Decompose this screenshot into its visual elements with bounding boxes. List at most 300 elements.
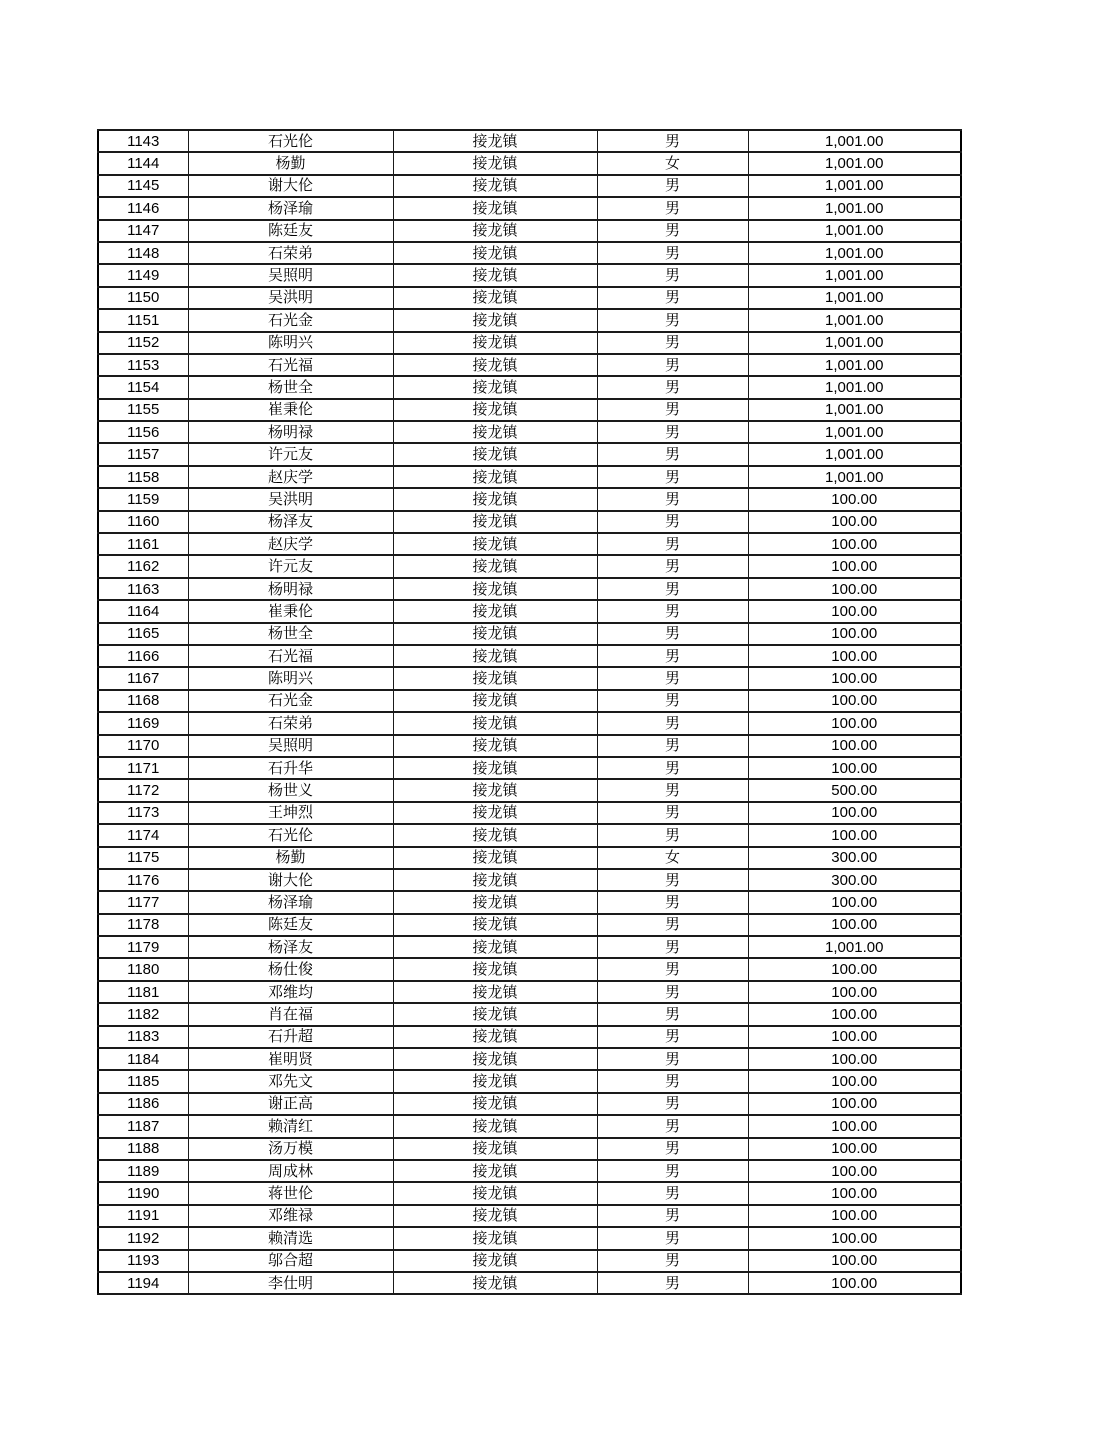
serial-cell: 1171 <box>98 757 188 779</box>
serial-cell: 1179 <box>98 936 188 958</box>
amount-cell: 100.00 <box>748 1115 961 1137</box>
table-row <box>98 1070 961 1092</box>
name-cell: 吴洪明 <box>188 287 393 309</box>
town-cell: 接龙镇 <box>393 802 597 824</box>
table-row <box>98 264 961 286</box>
amount-cell: 100.00 <box>748 958 961 980</box>
town-cell: 接龙镇 <box>393 1182 597 1204</box>
serial-cell: 1166 <box>98 645 188 667</box>
table-row <box>98 175 961 197</box>
serial-cell: 1151 <box>98 309 188 331</box>
gender-cell: 男 <box>597 242 748 264</box>
amount-cell: 100.00 <box>748 488 961 510</box>
amount-cell: 100.00 <box>748 1227 961 1249</box>
town-cell: 接龙镇 <box>393 175 597 197</box>
amount-cell: 100.00 <box>748 511 961 533</box>
name-cell: 石光福 <box>188 354 393 376</box>
amount-cell: 1,001.00 <box>748 443 961 465</box>
town-cell: 接龙镇 <box>393 600 597 622</box>
town-cell: 接龙镇 <box>393 667 597 689</box>
amount-cell: 100.00 <box>748 1003 961 1025</box>
serial-cell: 1186 <box>98 1093 188 1115</box>
table-row <box>98 1272 961 1294</box>
gender-cell: 男 <box>597 667 748 689</box>
gender-cell: 男 <box>597 197 748 219</box>
town-cell: 接龙镇 <box>393 443 597 465</box>
gender-cell: 男 <box>597 981 748 1003</box>
name-cell: 崔秉伦 <box>188 399 393 421</box>
town-cell: 接龙镇 <box>393 399 597 421</box>
name-cell: 杨世全 <box>188 376 393 398</box>
serial-cell: 1149 <box>98 264 188 286</box>
name-cell: 王坤烈 <box>188 802 393 824</box>
town-cell: 接龙镇 <box>393 152 597 174</box>
gender-cell: 男 <box>597 264 748 286</box>
gender-cell: 男 <box>597 1093 748 1115</box>
name-cell: 杨泽瑜 <box>188 891 393 913</box>
serial-cell: 1162 <box>98 555 188 577</box>
town-cell: 接龙镇 <box>393 981 597 1003</box>
serial-cell: 1145 <box>98 175 188 197</box>
gender-cell: 男 <box>597 376 748 398</box>
serial-cell: 1169 <box>98 712 188 734</box>
amount-cell: 1,001.00 <box>748 376 961 398</box>
name-cell: 石光金 <box>188 309 393 331</box>
name-cell: 杨明禄 <box>188 578 393 600</box>
table-row <box>98 130 961 152</box>
amount-cell: 1,001.00 <box>748 354 961 376</box>
name-cell: 吴洪明 <box>188 488 393 510</box>
town-cell: 接龙镇 <box>393 1227 597 1249</box>
town-cell: 接龙镇 <box>393 332 597 354</box>
gender-cell: 女 <box>597 847 748 869</box>
amount-cell: 100.00 <box>748 1272 961 1294</box>
name-cell: 邬合超 <box>188 1250 393 1272</box>
gender-cell: 男 <box>597 1205 748 1227</box>
amount-cell: 100.00 <box>748 1205 961 1227</box>
table-row <box>98 757 961 779</box>
name-cell: 杨泽瑜 <box>188 197 393 219</box>
town-cell: 接龙镇 <box>393 421 597 443</box>
table-row <box>98 690 961 712</box>
serial-cell: 1163 <box>98 578 188 600</box>
name-cell: 石光伦 <box>188 130 393 152</box>
table-row <box>98 1138 961 1160</box>
serial-cell: 1177 <box>98 891 188 913</box>
name-cell: 杨世全 <box>188 623 393 645</box>
document-page <box>97 129 962 1295</box>
serial-cell: 1194 <box>98 1272 188 1294</box>
town-cell: 接龙镇 <box>393 354 597 376</box>
amount-cell: 500.00 <box>748 779 961 801</box>
table-row <box>98 1115 961 1137</box>
gender-cell: 男 <box>597 869 748 891</box>
amount-cell: 1,001.00 <box>748 242 961 264</box>
amount-cell: 100.00 <box>748 735 961 757</box>
serial-cell: 1190 <box>98 1182 188 1204</box>
serial-cell: 1184 <box>98 1048 188 1070</box>
town-cell: 接龙镇 <box>393 936 597 958</box>
town-cell: 接龙镇 <box>393 220 597 242</box>
name-cell: 许元友 <box>188 443 393 465</box>
gender-cell: 男 <box>597 1182 748 1204</box>
serial-cell: 1181 <box>98 981 188 1003</box>
amount-cell: 100.00 <box>748 712 961 734</box>
amount-cell: 100.00 <box>748 578 961 600</box>
name-cell: 赖清选 <box>188 1227 393 1249</box>
serial-cell: 1167 <box>98 667 188 689</box>
name-cell: 杨仕俊 <box>188 958 393 980</box>
table-row <box>98 511 961 533</box>
gender-cell: 男 <box>597 1227 748 1249</box>
serial-cell: 1173 <box>98 802 188 824</box>
serial-cell: 1178 <box>98 914 188 936</box>
amount-cell: 100.00 <box>748 690 961 712</box>
table-row <box>98 847 961 869</box>
gender-cell: 男 <box>597 332 748 354</box>
gender-cell: 男 <box>597 421 748 443</box>
serial-cell: 1144 <box>98 152 188 174</box>
amount-cell: 1,001.00 <box>748 152 961 174</box>
table-row <box>98 287 961 309</box>
town-cell: 接龙镇 <box>393 264 597 286</box>
gender-cell: 男 <box>597 1160 748 1182</box>
town-cell: 接龙镇 <box>393 712 597 734</box>
gender-cell: 男 <box>597 533 748 555</box>
gender-cell: 男 <box>597 175 748 197</box>
gender-cell: 男 <box>597 891 748 913</box>
town-cell: 接龙镇 <box>393 623 597 645</box>
town-cell: 接龙镇 <box>393 578 597 600</box>
name-cell: 邓维均 <box>188 981 393 1003</box>
serial-cell: 1183 <box>98 1026 188 1048</box>
table-row <box>98 891 961 913</box>
name-cell: 石光金 <box>188 690 393 712</box>
name-cell: 谢大伦 <box>188 175 393 197</box>
name-cell: 杨泽友 <box>188 936 393 958</box>
amount-cell: 1,001.00 <box>748 332 961 354</box>
serial-cell: 1187 <box>98 1115 188 1137</box>
name-cell: 周成林 <box>188 1160 393 1182</box>
name-cell: 邓维禄 <box>188 1205 393 1227</box>
gender-cell: 男 <box>597 220 748 242</box>
name-cell: 杨明禄 <box>188 421 393 443</box>
town-cell: 接龙镇 <box>393 869 597 891</box>
serial-cell: 1176 <box>98 869 188 891</box>
amount-cell: 100.00 <box>748 555 961 577</box>
serial-cell: 1193 <box>98 1250 188 1272</box>
town-cell: 接龙镇 <box>393 1026 597 1048</box>
name-cell: 石光伦 <box>188 824 393 846</box>
name-cell: 许元友 <box>188 555 393 577</box>
town-cell: 接龙镇 <box>393 1272 597 1294</box>
serial-cell: 1157 <box>98 443 188 465</box>
amount-cell: 100.00 <box>748 1160 961 1182</box>
serial-cell: 1161 <box>98 533 188 555</box>
gender-cell: 男 <box>597 1115 748 1137</box>
roster-table <box>97 129 962 1295</box>
amount-cell: 100.00 <box>748 757 961 779</box>
gender-cell: 男 <box>597 802 748 824</box>
amount-cell: 1,001.00 <box>748 421 961 443</box>
gender-cell: 男 <box>597 287 748 309</box>
name-cell: 陈廷友 <box>188 914 393 936</box>
table-row <box>98 1026 961 1048</box>
table-row <box>98 958 961 980</box>
serial-cell: 1147 <box>98 220 188 242</box>
serial-cell: 1160 <box>98 511 188 533</box>
table-row <box>98 779 961 801</box>
table-row <box>98 600 961 622</box>
amount-cell: 100.00 <box>748 1182 961 1204</box>
serial-cell: 1175 <box>98 847 188 869</box>
town-cell: 接龙镇 <box>393 847 597 869</box>
name-cell: 吴照明 <box>188 264 393 286</box>
name-cell: 陈廷友 <box>188 220 393 242</box>
gender-cell: 男 <box>597 690 748 712</box>
serial-cell: 1182 <box>98 1003 188 1025</box>
town-cell: 接龙镇 <box>393 1138 597 1160</box>
amount-cell: 100.00 <box>748 1093 961 1115</box>
gender-cell: 男 <box>597 1048 748 1070</box>
gender-cell: 男 <box>597 645 748 667</box>
gender-cell: 男 <box>597 958 748 980</box>
town-cell: 接龙镇 <box>393 130 597 152</box>
amount-cell: 1,001.00 <box>748 466 961 488</box>
serial-cell: 1158 <box>98 466 188 488</box>
table-row <box>98 712 961 734</box>
table-row <box>98 735 961 757</box>
town-cell: 接龙镇 <box>393 690 597 712</box>
gender-cell: 男 <box>597 354 748 376</box>
amount-cell: 100.00 <box>748 623 961 645</box>
table-row <box>98 645 961 667</box>
amount-cell: 1,001.00 <box>748 264 961 286</box>
serial-cell: 1155 <box>98 399 188 421</box>
table-row <box>98 869 961 891</box>
town-cell: 接龙镇 <box>393 824 597 846</box>
serial-cell: 1148 <box>98 242 188 264</box>
name-cell: 肖在福 <box>188 1003 393 1025</box>
name-cell: 杨勤 <box>188 152 393 174</box>
gender-cell: 男 <box>597 1070 748 1092</box>
table-row <box>98 555 961 577</box>
table-row <box>98 936 961 958</box>
table-row <box>98 1250 961 1272</box>
town-cell: 接龙镇 <box>393 1160 597 1182</box>
table-row <box>98 981 961 1003</box>
town-cell: 接龙镇 <box>393 1205 597 1227</box>
town-cell: 接龙镇 <box>393 779 597 801</box>
gender-cell: 女 <box>597 152 748 174</box>
table-row <box>98 242 961 264</box>
serial-cell: 1143 <box>98 130 188 152</box>
gender-cell: 男 <box>597 757 748 779</box>
gender-cell: 男 <box>597 466 748 488</box>
name-cell: 邓先文 <box>188 1070 393 1092</box>
town-cell: 接龙镇 <box>393 958 597 980</box>
serial-cell: 1152 <box>98 332 188 354</box>
serial-cell: 1189 <box>98 1160 188 1182</box>
name-cell: 汤万模 <box>188 1138 393 1160</box>
table-row <box>98 220 961 242</box>
name-cell: 蒋世伦 <box>188 1182 393 1204</box>
town-cell: 接龙镇 <box>393 466 597 488</box>
amount-cell: 100.00 <box>748 891 961 913</box>
amount-cell: 100.00 <box>748 667 961 689</box>
amount-cell: 100.00 <box>748 1026 961 1048</box>
name-cell: 谢大伦 <box>188 869 393 891</box>
town-cell: 接龙镇 <box>393 1070 597 1092</box>
amount-cell: 1,001.00 <box>748 309 961 331</box>
gender-cell: 男 <box>597 936 748 958</box>
serial-cell: 1153 <box>98 354 188 376</box>
name-cell: 吴照明 <box>188 735 393 757</box>
amount-cell: 100.00 <box>748 600 961 622</box>
gender-cell: 男 <box>597 130 748 152</box>
serial-cell: 1170 <box>98 735 188 757</box>
serial-cell: 1159 <box>98 488 188 510</box>
gender-cell: 男 <box>597 779 748 801</box>
serial-cell: 1191 <box>98 1205 188 1227</box>
roster-body <box>98 130 961 1294</box>
amount-cell: 300.00 <box>748 869 961 891</box>
amount-cell: 1,001.00 <box>748 220 961 242</box>
serial-cell: 1156 <box>98 421 188 443</box>
gender-cell: 男 <box>597 712 748 734</box>
serial-cell: 1150 <box>98 287 188 309</box>
town-cell: 接龙镇 <box>393 891 597 913</box>
name-cell: 陈明兴 <box>188 667 393 689</box>
serial-cell: 1165 <box>98 623 188 645</box>
amount-cell: 100.00 <box>748 645 961 667</box>
name-cell: 杨泽友 <box>188 511 393 533</box>
amount-cell: 100.00 <box>748 914 961 936</box>
amount-cell: 300.00 <box>748 847 961 869</box>
amount-cell: 100.00 <box>748 802 961 824</box>
name-cell: 赖清红 <box>188 1115 393 1137</box>
table-row <box>98 1227 961 1249</box>
table-row <box>98 332 961 354</box>
gender-cell: 男 <box>597 488 748 510</box>
gender-cell: 男 <box>597 600 748 622</box>
table-row <box>98 623 961 645</box>
town-cell: 接龙镇 <box>393 309 597 331</box>
serial-cell: 1185 <box>98 1070 188 1092</box>
town-cell: 接龙镇 <box>393 914 597 936</box>
gender-cell: 男 <box>597 511 748 533</box>
table-row <box>98 421 961 443</box>
name-cell: 石升超 <box>188 1026 393 1048</box>
amount-cell: 1,001.00 <box>748 175 961 197</box>
amount-cell: 100.00 <box>748 1070 961 1092</box>
gender-cell: 男 <box>597 1026 748 1048</box>
gender-cell: 男 <box>597 1250 748 1272</box>
table-row <box>98 1182 961 1204</box>
serial-cell: 1164 <box>98 600 188 622</box>
gender-cell: 男 <box>597 623 748 645</box>
amount-cell: 100.00 <box>748 1138 961 1160</box>
name-cell: 谢正高 <box>188 1093 393 1115</box>
name-cell: 杨勤 <box>188 847 393 869</box>
serial-cell: 1154 <box>98 376 188 398</box>
gender-cell: 男 <box>597 1138 748 1160</box>
town-cell: 接龙镇 <box>393 533 597 555</box>
town-cell: 接龙镇 <box>393 757 597 779</box>
name-cell: 杨世义 <box>188 779 393 801</box>
gender-cell: 男 <box>597 824 748 846</box>
town-cell: 接龙镇 <box>393 488 597 510</box>
table-row <box>98 914 961 936</box>
serial-cell: 1172 <box>98 779 188 801</box>
table-row <box>98 354 961 376</box>
gender-cell: 男 <box>597 309 748 331</box>
table-row <box>98 152 961 174</box>
table-row <box>98 197 961 219</box>
amount-cell: 100.00 <box>748 824 961 846</box>
gender-cell: 男 <box>597 735 748 757</box>
table-row <box>98 667 961 689</box>
table-row <box>98 488 961 510</box>
name-cell: 崔秉伦 <box>188 600 393 622</box>
name-cell: 石荣弟 <box>188 242 393 264</box>
gender-cell: 男 <box>597 914 748 936</box>
name-cell: 赵庆学 <box>188 533 393 555</box>
name-cell: 崔明贤 <box>188 1048 393 1070</box>
table-row <box>98 443 961 465</box>
table-row <box>98 1093 961 1115</box>
town-cell: 接龙镇 <box>393 197 597 219</box>
town-cell: 接龙镇 <box>393 1093 597 1115</box>
serial-cell: 1188 <box>98 1138 188 1160</box>
table-row <box>98 1003 961 1025</box>
town-cell: 接龙镇 <box>393 287 597 309</box>
name-cell: 石荣弟 <box>188 712 393 734</box>
gender-cell: 男 <box>597 1272 748 1294</box>
amount-cell: 100.00 <box>748 533 961 555</box>
amount-cell: 1,001.00 <box>748 399 961 421</box>
town-cell: 接龙镇 <box>393 242 597 264</box>
serial-cell: 1180 <box>98 958 188 980</box>
table-row <box>98 1205 961 1227</box>
gender-cell: 男 <box>597 555 748 577</box>
serial-cell: 1146 <box>98 197 188 219</box>
town-cell: 接龙镇 <box>393 1115 597 1137</box>
gender-cell: 男 <box>597 399 748 421</box>
name-cell: 石升华 <box>188 757 393 779</box>
table-row <box>98 376 961 398</box>
table-row <box>98 309 961 331</box>
town-cell: 接龙镇 <box>393 511 597 533</box>
name-cell: 李仕明 <box>188 1272 393 1294</box>
amount-cell: 100.00 <box>748 1048 961 1070</box>
table-row <box>98 399 961 421</box>
town-cell: 接龙镇 <box>393 1048 597 1070</box>
amount-cell: 1,001.00 <box>748 287 961 309</box>
town-cell: 接龙镇 <box>393 555 597 577</box>
amount-cell: 1,001.00 <box>748 130 961 152</box>
table-row <box>98 533 961 555</box>
table-row <box>98 466 961 488</box>
table-row <box>98 1048 961 1070</box>
table-row <box>98 1160 961 1182</box>
town-cell: 接龙镇 <box>393 376 597 398</box>
table-row <box>98 824 961 846</box>
name-cell: 陈明兴 <box>188 332 393 354</box>
gender-cell: 男 <box>597 578 748 600</box>
amount-cell: 1,001.00 <box>748 197 961 219</box>
town-cell: 接龙镇 <box>393 1250 597 1272</box>
